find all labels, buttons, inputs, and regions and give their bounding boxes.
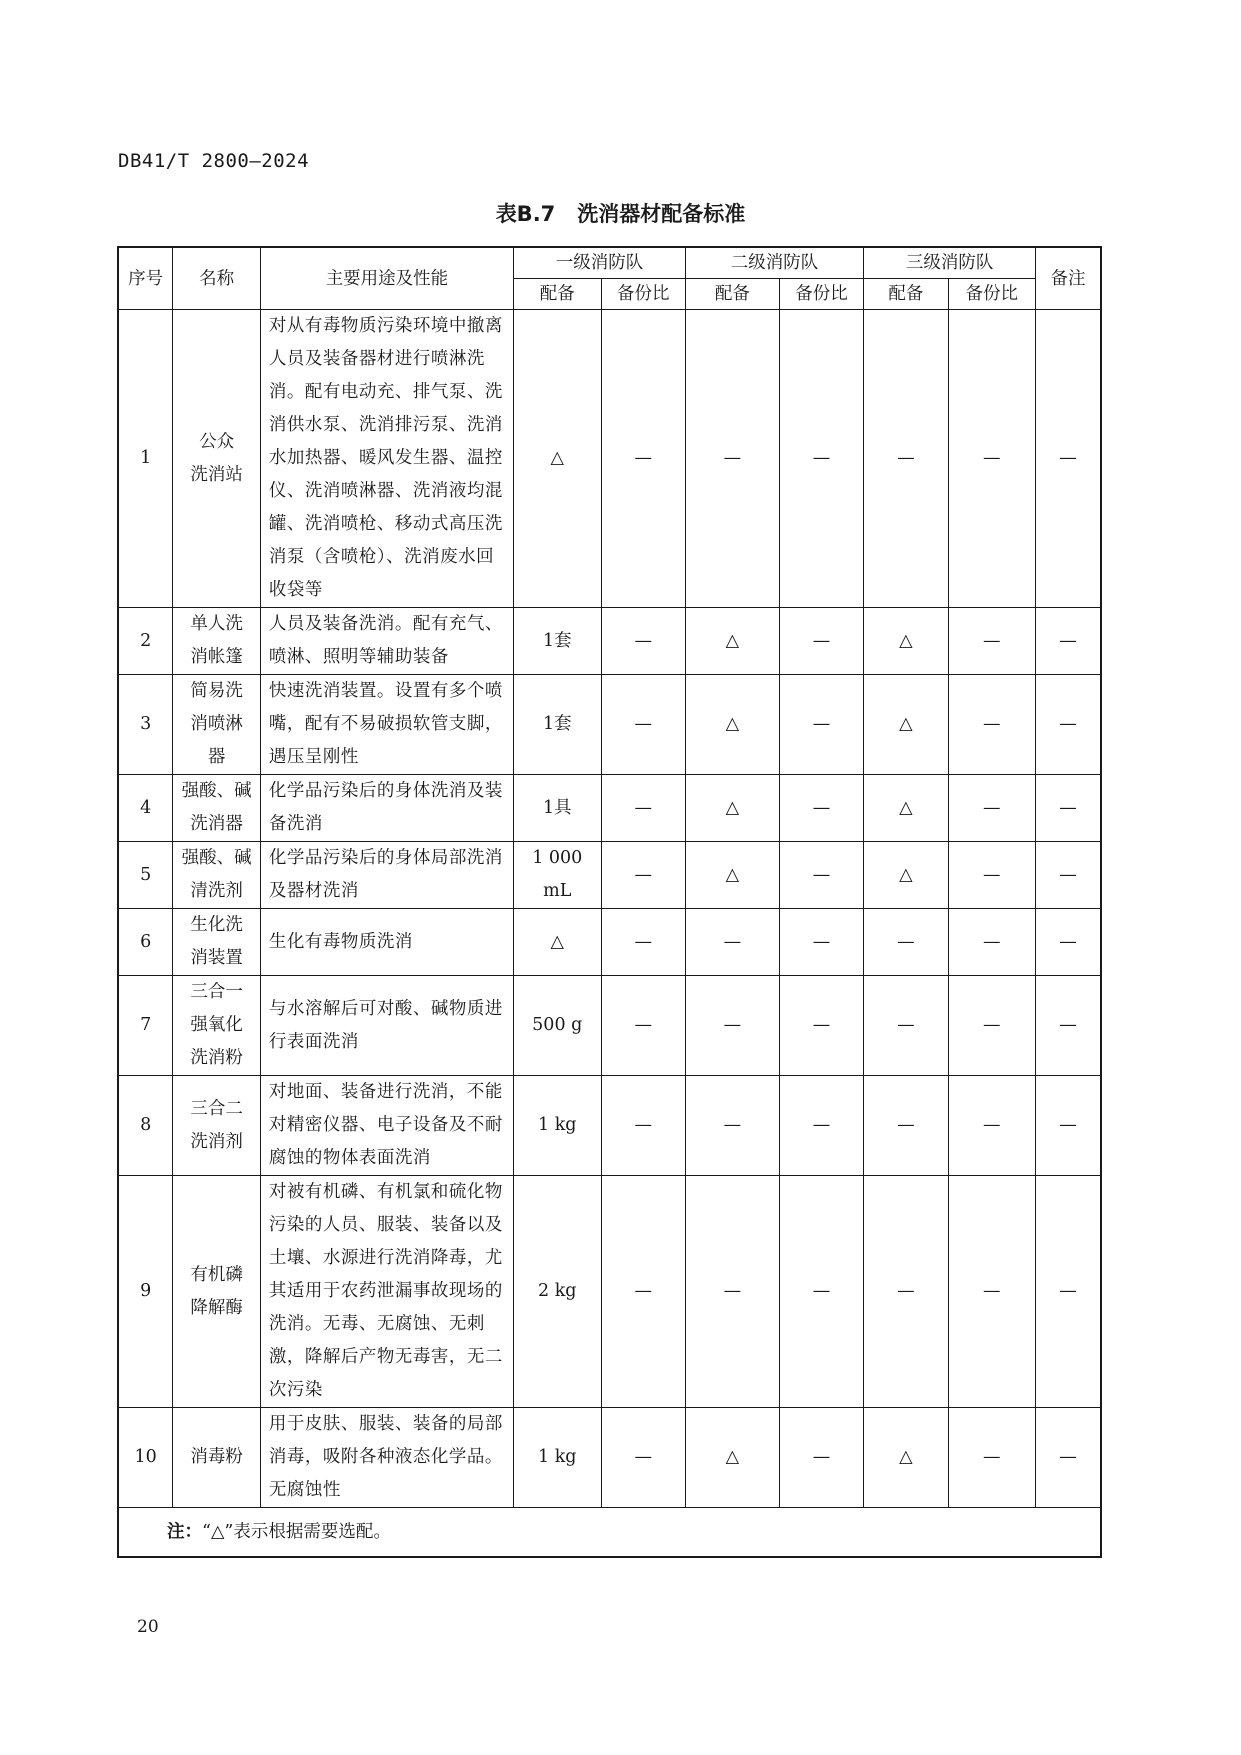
cell-no: 2: [118, 608, 173, 675]
cell-use: 人员及装备洗消。配有充气、喷淋、照明等辅助装备: [260, 608, 513, 675]
cell-level2-equip: —: [685, 976, 779, 1076]
cell-level2-equip: △: [685, 1408, 779, 1508]
table-row: [118, 1408, 1101, 1508]
cell-use: 与水溶解后可对酸、碱物质进行表面洗消: [260, 976, 513, 1076]
cell-level3-ratio: —: [948, 675, 1036, 775]
header-name: 名称: [173, 247, 261, 310]
cell-name: 简易洗 消喷淋 器: [173, 675, 261, 775]
cell-level2-ratio: —: [779, 775, 863, 842]
cell-no: 1: [118, 310, 173, 608]
cell-level2-equip: —: [685, 1176, 779, 1408]
cell-level1-equip: 1 000 mL: [514, 842, 602, 909]
cell-remark: —: [1036, 1176, 1101, 1408]
table-note: [118, 1508, 1101, 1558]
table-title: [0, 198, 1241, 228]
cell-level2-equip: △: [685, 675, 779, 775]
cell-level1-ratio: —: [601, 675, 685, 775]
cell-remark: —: [1036, 608, 1101, 675]
header-level3-equip: 配备: [864, 279, 948, 310]
cell-level1-ratio: —: [601, 608, 685, 675]
cell-name: 强酸、碱 洗消器: [173, 775, 261, 842]
header-level2-equip: 配备: [685, 279, 779, 310]
cell-level1-equip: △: [514, 909, 602, 976]
cell-level3-ratio: —: [948, 310, 1036, 608]
table-name: 洗消器材配备标准: [577, 202, 746, 226]
cell-level3-equip: △: [864, 608, 948, 675]
cell-level3-equip: —: [864, 976, 948, 1076]
table-row: [118, 909, 1101, 976]
cell-level2-equip: △: [685, 842, 779, 909]
cell-level2-equip: △: [685, 775, 779, 842]
cell-name: 三合二 洗消剂: [173, 1076, 261, 1176]
cell-remark: —: [1036, 675, 1101, 775]
table-row: [118, 976, 1101, 1076]
cell-remark: —: [1036, 1076, 1101, 1176]
cell-remark: —: [1036, 1408, 1101, 1508]
note-text: “△”表示根据需要选配。: [202, 1521, 391, 1542]
cell-no: 5: [118, 842, 173, 909]
cell-level1-ratio: —: [601, 842, 685, 909]
header-level1-ratio: 备份比: [601, 279, 685, 310]
cell-name: 单人洗 消帐篷: [173, 608, 261, 675]
cell-level2-ratio: —: [779, 608, 863, 675]
cell-level3-ratio: —: [948, 1176, 1036, 1408]
cell-level2-ratio: —: [779, 1076, 863, 1176]
cell-level3-ratio: —: [948, 909, 1036, 976]
header-no: 序号: [118, 247, 173, 310]
cell-level1-ratio: —: [601, 976, 685, 1076]
cell-level3-ratio: —: [948, 1408, 1036, 1508]
header-level1: 一级消防队: [514, 247, 686, 279]
cell-level1-equip: 500 g: [514, 976, 602, 1076]
cell-no: 6: [118, 909, 173, 976]
cell-name: 强酸、碱 清洗剂: [173, 842, 261, 909]
cell-use: 对地面、装备进行洗消，不能对精密仪器、电子设备及不耐腐蚀的物体表面洗消: [260, 1076, 513, 1176]
cell-use: 化学品污染后的身体洗消及装备洗消: [260, 775, 513, 842]
table-row: [118, 842, 1101, 909]
cell-level3-equip: △: [864, 842, 948, 909]
cell-name: 公众 洗消站: [173, 310, 261, 608]
cell-use: 对从有毒物质污染环境中撤离人员及装备器材进行喷淋洗消。配有电动充、排气泵、洗消供水泵、洗消排污泵、洗消水加热器、暖风发生器、温控仪、洗消喷淋器、洗消液均混罐、洗消喷枪、移动式高压洗消泵（含喷枪）、洗消废水回收袋等: [260, 310, 513, 608]
header-remark: 备注: [1036, 247, 1101, 310]
cell-remark: —: [1036, 909, 1101, 976]
cell-no: 10: [118, 1408, 173, 1508]
header-level3-ratio: 备份比: [948, 279, 1036, 310]
cell-level1-equip: 1套: [514, 675, 602, 775]
cell-use: 快速洗消装置。设置有多个喷嘴，配有不易破损软管支脚，遇压呈刚性: [260, 675, 513, 775]
cell-level3-ratio: —: [948, 842, 1036, 909]
cell-no: 8: [118, 1076, 173, 1176]
cell-remark: —: [1036, 310, 1101, 608]
cell-level1-ratio: —: [601, 909, 685, 976]
header-level3: 三级消防队: [864, 247, 1036, 279]
table-row: [118, 310, 1101, 608]
cell-level1-ratio: —: [601, 1176, 685, 1408]
cell-name: 有机磷 降解酶: [173, 1176, 261, 1408]
cell-level3-ratio: —: [948, 775, 1036, 842]
cell-remark: —: [1036, 976, 1101, 1076]
page-number: 20: [137, 1617, 159, 1637]
table-row: [118, 675, 1101, 775]
cell-no: 7: [118, 976, 173, 1076]
cell-level2-ratio: —: [779, 1408, 863, 1508]
cell-level1-ratio: —: [601, 310, 685, 608]
cell-level3-ratio: —: [948, 608, 1036, 675]
cell-level3-equip: △: [864, 775, 948, 842]
cell-level3-equip: —: [864, 310, 948, 608]
cell-level1-equip: 1具: [514, 775, 602, 842]
cell-no: 4: [118, 775, 173, 842]
table-row: [118, 1176, 1101, 1408]
table-row: [118, 1076, 1101, 1176]
cell-use: 化学品污染后的身体局部洗消及器材洗消: [260, 842, 513, 909]
cell-level1-equip: 1套: [514, 608, 602, 675]
cell-use: 生化有毒物质洗消: [260, 909, 513, 976]
cell-level1-ratio: —: [601, 1076, 685, 1176]
cell-use: 用于皮肤、服装、装备的局部消毒，吸附各种液态化学品。无腐蚀性: [260, 1408, 513, 1508]
cell-level2-ratio: —: [779, 1176, 863, 1408]
header-level1-equip: 配备: [514, 279, 602, 310]
document-code: DB41/T 2800—2024: [118, 150, 310, 172]
cell-level1-ratio: —: [601, 775, 685, 842]
header-level2: 二级消防队: [685, 247, 863, 279]
cell-level3-equip: △: [864, 1408, 948, 1508]
cell-level3-equip: △: [864, 675, 948, 775]
cell-level2-equip: —: [685, 909, 779, 976]
cell-level2-ratio: —: [779, 675, 863, 775]
cell-level1-ratio: —: [601, 1408, 685, 1508]
cell-remark: —: [1036, 842, 1101, 909]
table-number: 表B.7: [495, 202, 556, 226]
table-row: [118, 608, 1101, 675]
cell-level1-equip: △: [514, 310, 602, 608]
cell-use: 对被有机磷、有机氯和硫化物污染的人员、服装、装备以及土壤、水源进行洗消降毒，尤其适用于农药泄漏事故现场的洗消。无毒、无腐蚀、无刺激，降解后产物无毒害，无二次污染: [260, 1176, 513, 1408]
note-label: 注：: [167, 1521, 202, 1542]
header-use: 主要用途及性能: [260, 247, 513, 310]
cell-level2-ratio: —: [779, 310, 863, 608]
cell-level1-equip: 1 kg: [514, 1076, 602, 1176]
cell-level1-equip: 2 kg: [514, 1176, 602, 1408]
table-row: [118, 775, 1101, 842]
cell-level2-equip: —: [685, 310, 779, 608]
table-body: [118, 310, 1101, 1508]
cell-remark: —: [1036, 775, 1101, 842]
cell-name: 三合一 强氧化 洗消粉: [173, 976, 261, 1076]
equipment-table: [117, 246, 1102, 1558]
cell-level2-ratio: —: [779, 976, 863, 1076]
cell-level3-ratio: —: [948, 976, 1036, 1076]
cell-level2-ratio: —: [779, 842, 863, 909]
cell-name: 消毒粉: [173, 1408, 261, 1508]
cell-level3-equip: —: [864, 1076, 948, 1176]
cell-name: 生化洗 消装置: [173, 909, 261, 976]
cell-level3-equip: —: [864, 1176, 948, 1408]
cell-level1-equip: 1 kg: [514, 1408, 602, 1508]
cell-level3-ratio: —: [948, 1076, 1036, 1176]
cell-no: 3: [118, 675, 173, 775]
cell-level3-equip: —: [864, 909, 948, 976]
cell-level2-equip: —: [685, 1076, 779, 1176]
cell-no: 9: [118, 1176, 173, 1408]
cell-level2-equip: △: [685, 608, 779, 675]
header-level2-ratio: 备份比: [779, 279, 863, 310]
cell-level2-ratio: —: [779, 909, 863, 976]
